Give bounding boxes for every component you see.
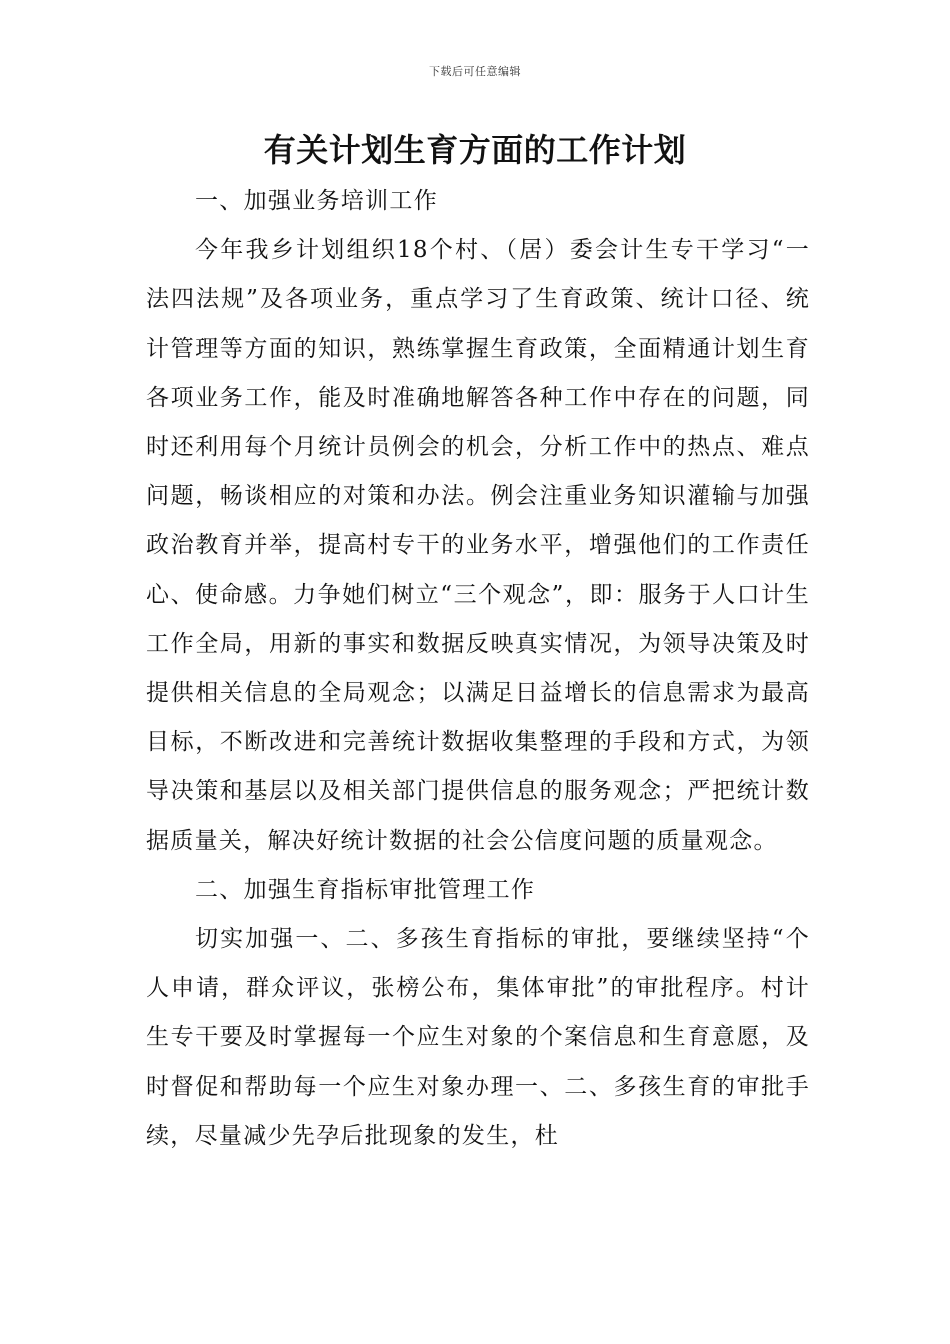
document-title: 有关计划生育方面的工作计划 [263,131,687,169]
section-paragraph-2: 切实加强一、二、多孩生育指标的审批，要继续坚持“个人申请，群众评议，张榜公布，集体审批”的审批程序。村计生专干要及时掌握每一个应生对象的个案信息和生育意愿，及时督促和帮助每一个应生对象办理一、二、多孩生育的审批手续，尽量减少先孕后批现象的发生，杜 [146,926,810,1149]
section-heading-1: 一、加强业务培训工作 [195,188,438,214]
section-paragraph-1: 今年我乡计划组织18个村、（居）委会计生专干学习“一法四法规”及各项业务，重点学习了生育政策、统计口径、统计管理等方面的知识，熟练掌握生育政策，全面精通计划生育各项业务工作，能及时准确地解答各种工作中存在的问题，同时还利用每个月统计员例会的机会，分析工作中的热点、难点问题，畅谈相应的对策和办法。例会注重业务知识灌输与加强政治教育并举，提高村专干的业务水平，增强他们的工作责任心、使命感。力争她们树立“三个观念”，即：服务于人口计生工作全局，用新的事实和数据反映真实情况，为领导决策及时提供相关信息的全局观念；以满足日益增长的信息需求为最高目标，不断改进和完善统计数据收集整理的手段和方式，为领导决策和基层以及相关部门提供信息的服务观念；严把统计数据质量关，解决好统计数据的社会公信度问题的质量观念。 [146,237,810,854]
page-header-note: 下载后可任意编辑 [429,65,521,78]
document-body [146,177,810,1161]
section-heading-2: 二、加强生育指标审批管理工作 [195,876,536,903]
